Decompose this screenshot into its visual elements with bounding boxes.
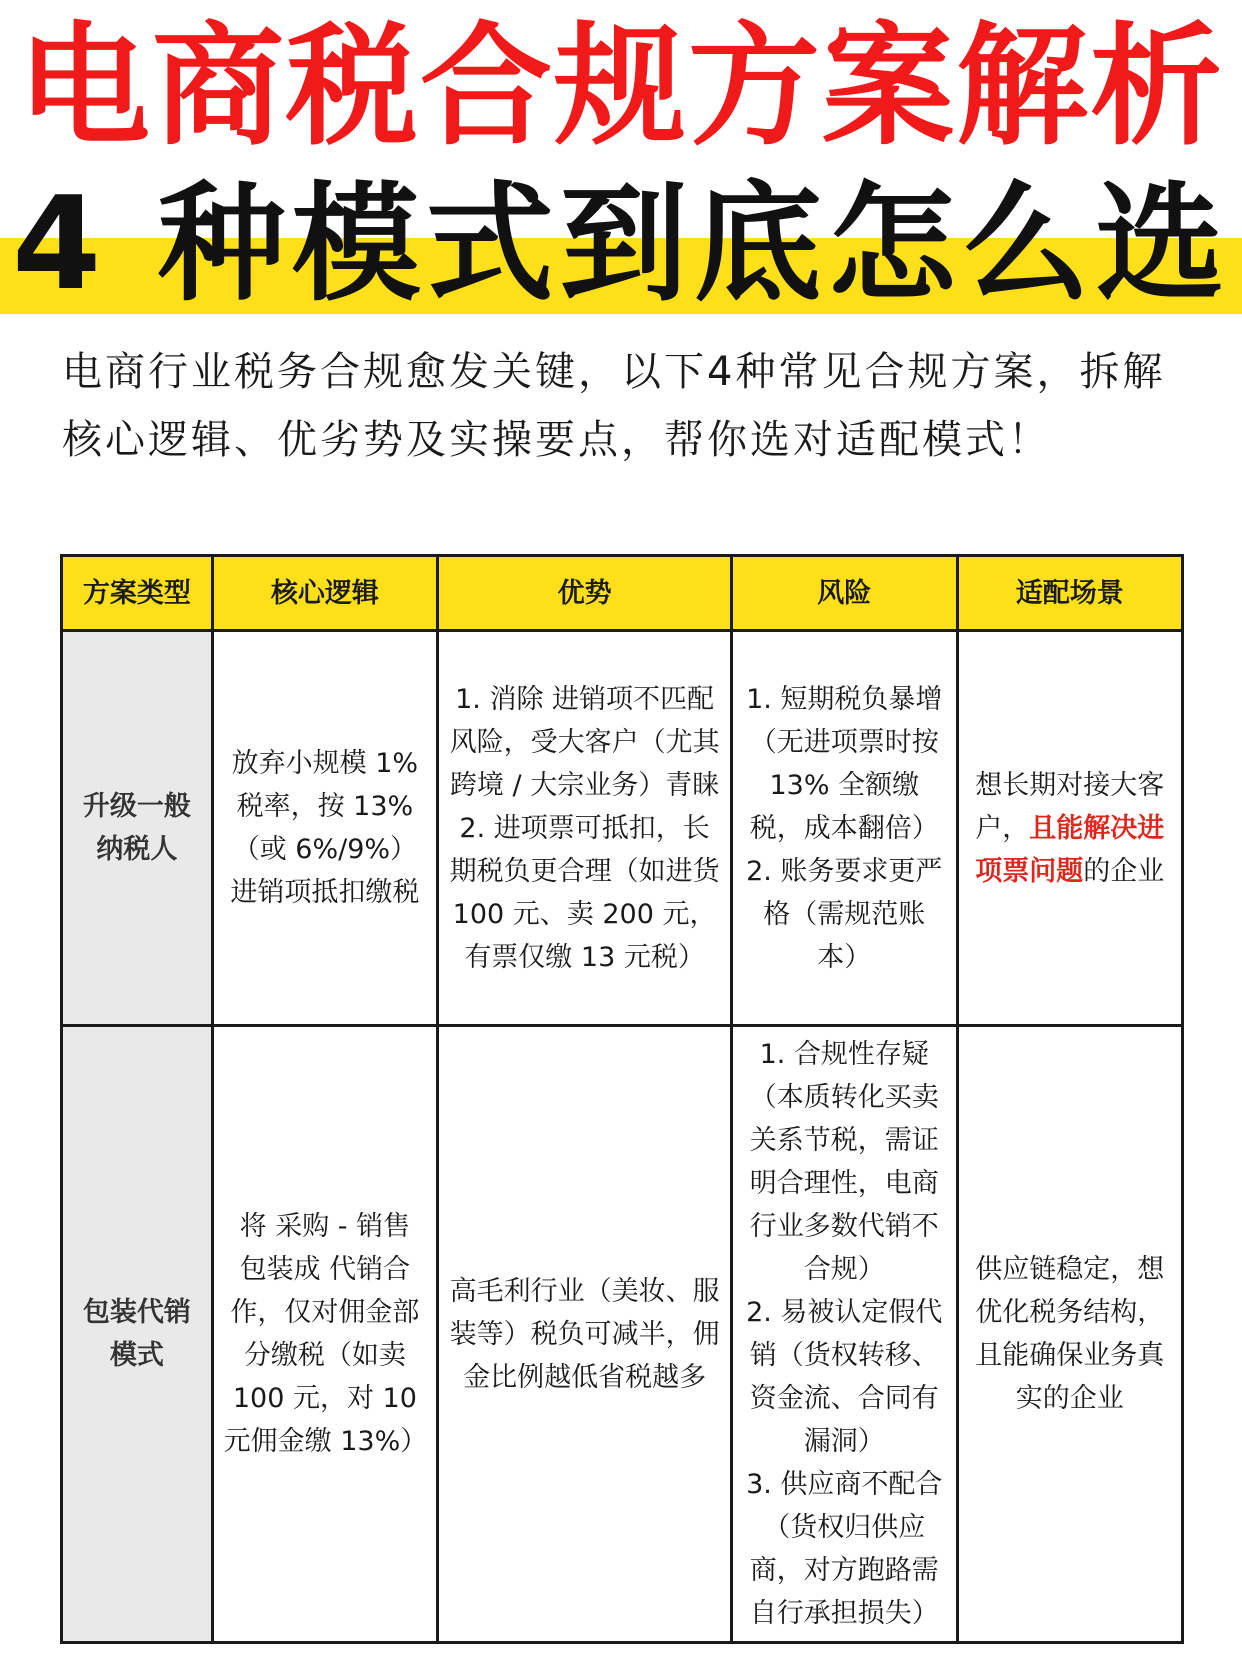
header-scene: 适配场景 <box>957 556 1183 631</box>
cell-type: 升级一般纳税人 <box>62 631 213 1026</box>
cell-advantage: 1. 消除 进销项不匹配风险，受大客户（尤其跨境 / 大宗业务）青睐 2. 进项票可抵扣，长期税负更合理（如进货 100 元、卖 200 元，有票仅缴 13 元税） <box>438 631 732 1026</box>
cell-scene: 供应链稳定，想优化税务结构，且能确保业务真实的企业 <box>957 1026 1183 1643</box>
page-title: 电商税合规方案解析 <box>18 10 1224 164</box>
page-subtitle: 4 种模式到底怎么选 <box>12 170 1230 319</box>
cell-risk: 1. 合规性存疑（本质转化买卖关系节税，需证明合理性，电商行业多数代销不合规） 2. 易被认定假代销（货权转移、资金流、合同有漏洞） 3. 供应商不配合（货权归供应商，对方跑路需自行承担损失） <box>732 1026 957 1643</box>
table-row <box>62 1026 1183 1643</box>
table-header-row <box>62 556 1183 631</box>
cell-type: 包装代销模式 <box>62 1026 213 1643</box>
table-row <box>62 631 1183 1026</box>
scene-text: 想长期对接大客户， <box>975 769 1165 844</box>
comparison-table <box>60 554 1184 1644</box>
cell-logic: 放弃小规模 1% 税率，按 13%（或 6%/9%）进销项抵扣缴税 <box>212 631 437 1026</box>
scene-text-end: 的企业 <box>1083 855 1165 887</box>
intro-paragraph: 电商行业税务合规愈发关键，以下4种常见合规方案，拆解核心逻辑、优劣势及实操要点，帮你选对适配模式！ <box>62 349 1166 463</box>
scene-highlight: 且能解决进项票问题 <box>975 812 1165 887</box>
cell-risk: 1. 短期税负暴增（无进项票时按 13% 全额缴税，成本翻倍） 2. 账务要求更严格（需规范账本） <box>732 631 957 1026</box>
header-type: 方案类型 <box>62 556 213 631</box>
cell-advantage: 高毛利行业（美妆、服装等）税负可减半，佣金比例越低省税越多 <box>438 1026 732 1643</box>
header-risk: 风险 <box>732 556 957 631</box>
cell-logic: 将 采购 - 销售 包装成 代销合作，仅对佣金部分缴税（如卖 100 元，对 10 元佣金缴 13%） <box>212 1026 437 1643</box>
header-advantage: 优势 <box>438 556 732 631</box>
header-logic: 核心逻辑 <box>212 556 437 631</box>
cell-scene <box>957 631 1183 1026</box>
